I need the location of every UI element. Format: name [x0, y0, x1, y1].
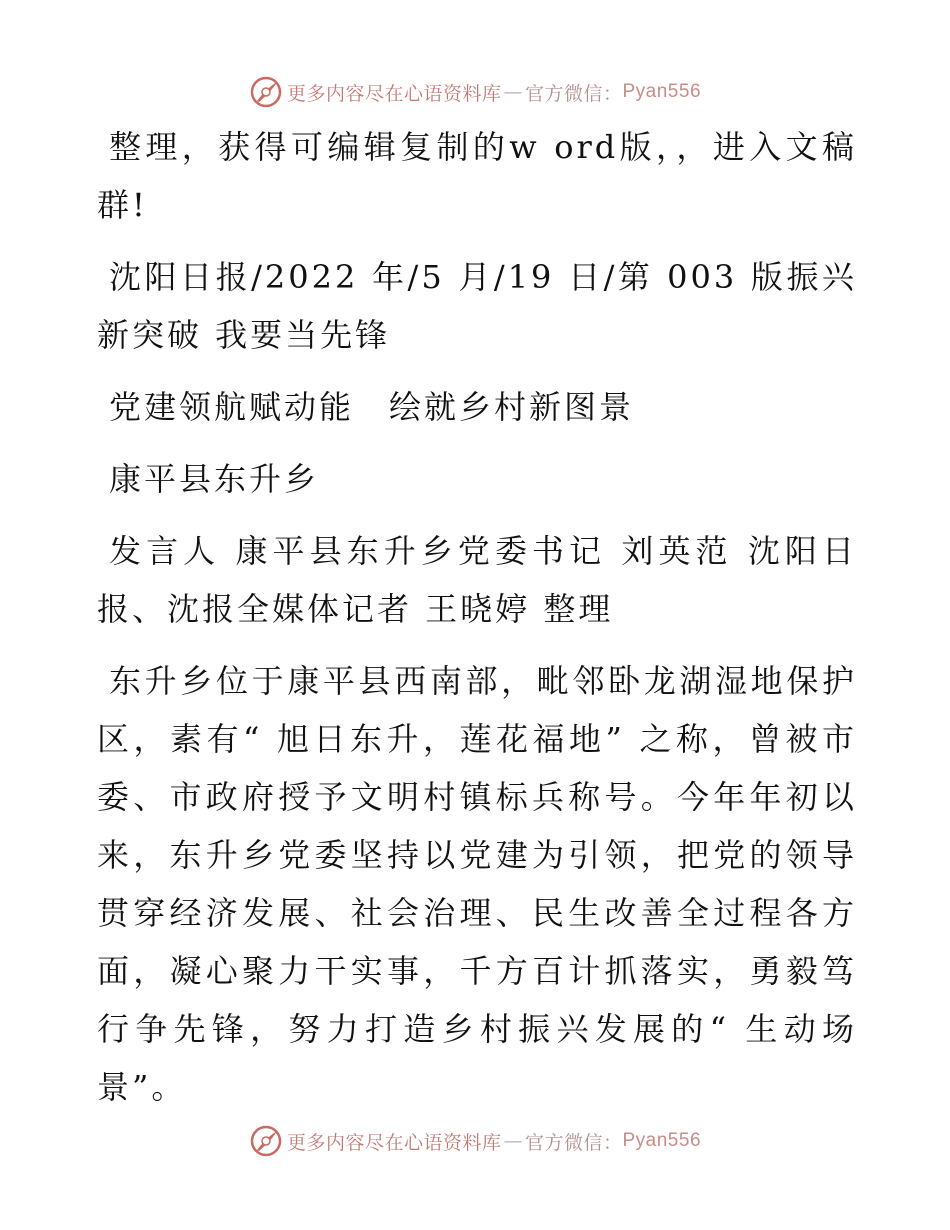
header-watermark-banner: [0, 72, 950, 112]
banner-separator: —: [503, 1130, 523, 1152]
quill-logo-icon: [249, 1124, 283, 1158]
banner-text: 更多内容尽在心语资料库: [286, 82, 502, 105]
document-body: [97, 118, 857, 1130]
paragraph-headline: 党建领航赋动能 绘就乡村新图景: [109, 388, 635, 426]
paragraph-body: 东升乡位于康平县西南部，毗邻卧龙湖湿地保护区，素有“ 旭日东升，莲花福地” 之称，曾被市委、市政府授予文明村镇标兵称号。今年年初以来，东升乡党委坚持以党建为引领，把党的领导贯穿经济发展、社会治理、民生改善全过程各方面，凝心聚力干实事，千方百计抓落实，勇毅笃行争先锋，努力打造乡村振兴发展的“ 生动场景”。: [97, 662, 857, 1106]
banner-wechat-id: Pyan556: [622, 1130, 702, 1151]
banner-wechat-label: 官方微信：: [524, 1131, 623, 1154]
banner-wechat-label: 官方微信：: [524, 82, 623, 105]
footer-watermark-banner: [0, 1121, 950, 1161]
paragraph-speaker: 发言人 康平县东升乡党委书记 刘英范 沈阳日报、沈报全媒体记者 王晓婷 整理: [97, 532, 857, 628]
banner-separator: —: [503, 81, 523, 103]
paragraph-location: 康平县东升乡: [109, 460, 320, 498]
paragraph-intro-note: 整理，获得可编辑复制的w ord版，，进入文稿群!: [97, 128, 857, 224]
quill-logo-icon: [249, 75, 283, 109]
banner-text: 更多内容尽在心语资料库: [286, 1131, 502, 1154]
paragraph-source-line: 沈阳日报/2022 年/5 月/19 日/第 003 版振兴新突破 我要当先锋: [97, 258, 857, 354]
banner-wechat-id: Pyan556: [622, 81, 702, 102]
